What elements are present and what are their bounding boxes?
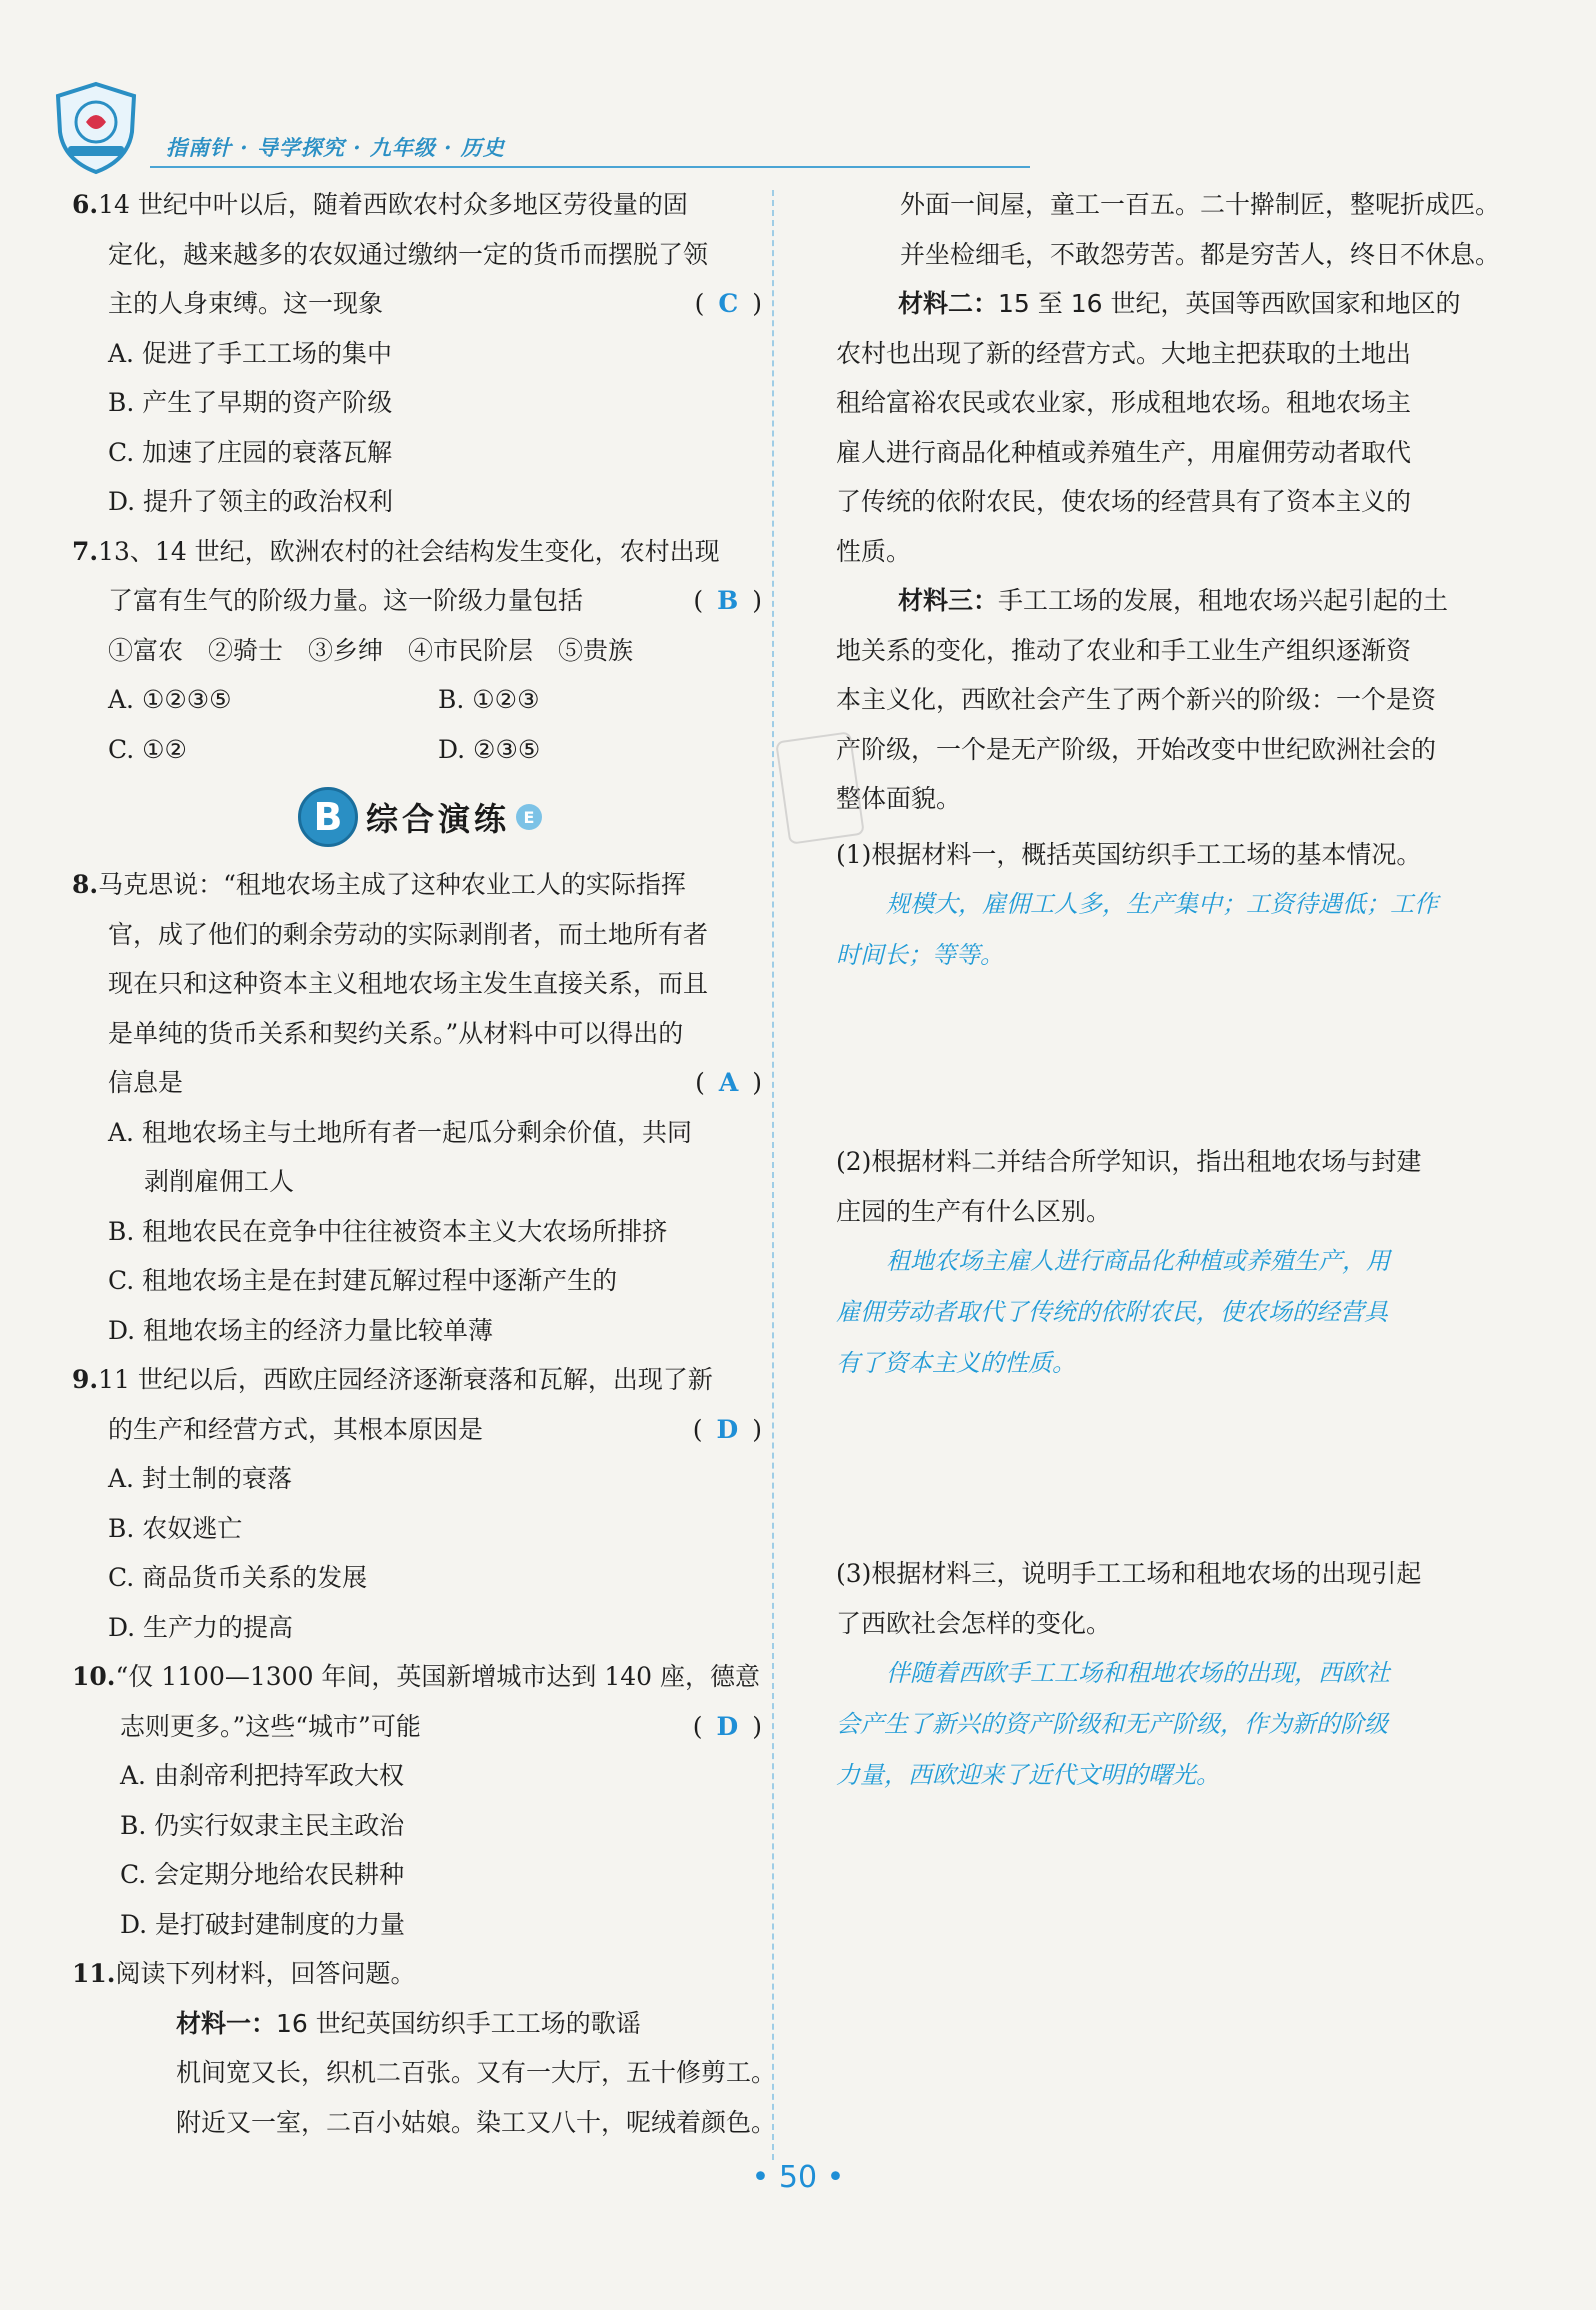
material-text: 外面一间屋，童工一百五。二十擀制匠，整呢折成匹。 [900, 190, 1501, 219]
question-number: 10. [72, 1662, 116, 1691]
material-text: 农村也出现了新的经营方式。大地主把获取的土地出 [836, 338, 1412, 368]
material-label: 材料一： [176, 2008, 277, 2038]
sub-question-2: 庄园的生产有什么区别。 [836, 1196, 1112, 1226]
material-label: 材料三： [898, 586, 999, 615]
material-text: 整体面貌。 [836, 784, 962, 813]
question-text: 马克思说：“租地农场主成了这种农业工人的实际指挥 [98, 870, 686, 899]
handwritten-answer-2: 租地农场主雇人进行商品化种植或养殖生产，用 [886, 1247, 1390, 1275]
option: B. 产生了早期的资产阶级 [108, 388, 393, 417]
question-text: 11 世纪以后，西欧庄园经济逐渐衰落和瓦解，出现了新 [98, 1365, 713, 1394]
option: C. 租地农场主是在封建瓦解过程中逐渐产生的 [108, 1266, 618, 1295]
question-11 [72, 1949, 777, 2147]
option: D. 提升了领主的政治权利 [108, 487, 394, 516]
question-number: 9. [72, 1365, 99, 1394]
section-title: 综合演练 [366, 800, 511, 838]
material-text: 并坐检细毛，不敢怨劳苦。都是穷苦人，终日不休息。 [900, 239, 1501, 269]
sub-question-1: (1)根据材料一，概括英国纺织手工工场的基本情况。 [836, 839, 1422, 869]
question-text: 定化，越来越多的农奴通过缴纳一定的货币而摆脱了领 [108, 239, 709, 269]
option: A. ①②③⑤ [108, 685, 232, 714]
option: C. ①② [108, 734, 187, 764]
answer-blank-space [836, 1389, 1482, 1549]
question-7 [72, 527, 762, 775]
material-text: 附近又一室，二百小姑娘。染工又八十，呢绒着颜色。 [176, 2107, 777, 2137]
option: D. 生产力的提高 [108, 1612, 294, 1642]
answer-letter: D [716, 1711, 739, 1741]
left-column [72, 180, 777, 2147]
faint-stamp-mark [775, 731, 865, 845]
handwritten-answer-2: 有了资本主义的性质。 [836, 1349, 1076, 1377]
page-number-value: 50 [778, 2160, 818, 2195]
option: A. 租地农场主与土地所有者一起瓜分剩余价值，共同 [108, 1117, 692, 1147]
material-label: 材料二： [898, 289, 999, 318]
material-text: 了传统的依附农民，使农场的经营具有了资本主义的 [836, 487, 1412, 516]
answer-bracket: ( B ) [693, 586, 762, 615]
material-text: 手工工场的发展，租地农场兴起引起的土 [998, 586, 1449, 615]
option-continuation: 剥削雇佣工人 [144, 1167, 295, 1196]
section-banner [72, 782, 762, 854]
handwritten-answer-3: 伴随着西欧手工工场和租地农场的出现，西欧社 [886, 1659, 1390, 1687]
question-text: 主的人身束缚。这一现象 [108, 289, 384, 318]
handwritten-answer-3: 会产生了新兴的资产阶级和无产阶级，作为新的阶级 [836, 1710, 1388, 1738]
material-text: 产阶级，一个是无产阶级，开始改变中世纪欧洲社会的 [836, 734, 1437, 764]
answer-bracket: ( D ) [692, 1414, 762, 1444]
header-rule [150, 166, 1030, 168]
handwritten-answer-3: 力量，西欧迎来了近代文明的曙光。 [836, 1761, 1220, 1789]
question-text: “仅 1100—1300 年间，英国新增城市达到 140 座，德意 [115, 1662, 761, 1691]
sub-question-2: (2)根据材料二并结合所学知识，指出租地农场与封建 [836, 1147, 1422, 1176]
option: A. 促进了手工工场的集中 [108, 338, 392, 368]
question-number: 8. [72, 870, 99, 899]
question-10 [72, 1652, 762, 1949]
answer-letter: D [716, 1414, 739, 1444]
option: D. ②③⑤ [438, 734, 541, 764]
sub-question-3: 了西欧社会怎样的变化。 [836, 1608, 1112, 1638]
material-text: 机间宽又长，织机二百张。又有一大厅，五十修剪工。 [176, 2058, 777, 2087]
option: D. 是打破封建制度的力量 [120, 1909, 406, 1939]
option: C. 加速了庄园的衰落瓦解 [108, 437, 393, 467]
choice-items: ①富农 ②骑士 ③乡绅 ④市民阶层 ⑤贵族 [108, 635, 634, 665]
question-9 [72, 1355, 762, 1652]
question-text: 的生产和经营方式，其根本原因是 [108, 1414, 484, 1444]
answer-letter: C [718, 289, 739, 318]
question-text: 官，成了他们的剩余劳动的实际剥削者，而土地所有者 [108, 919, 709, 949]
question-8 [72, 860, 762, 1355]
section-letter-badge: B [298, 787, 358, 847]
handwritten-answer-2: 雇佣劳动者取代了传统的依附农民，使农场的经营具 [836, 1298, 1388, 1326]
question-text: 了富有生气的阶级力量。这一阶级力量包括 [108, 586, 584, 615]
option: B. 租地农民在竞争中往往被资本主义大农场所排挤 [108, 1216, 668, 1246]
handwritten-answer-1: 时间长；等等。 [836, 941, 1004, 969]
option: D. 租地农场主的经济力量比较单薄 [108, 1315, 494, 1345]
column-divider [772, 190, 774, 2160]
question-number: 11. [72, 1959, 116, 1988]
answer-letter: B [717, 586, 739, 615]
page-header [50, 70, 1550, 170]
material-text: 性质。 [836, 536, 912, 566]
option: A. 由刹帝利把持军政大权 [120, 1761, 404, 1790]
question-text: 志则更多。”这些“城市”可能 [120, 1711, 421, 1741]
question-number: 7. [72, 536, 99, 566]
answer-bracket: ( A ) [695, 1068, 762, 1097]
answer-bracket: ( C ) [694, 289, 762, 318]
question-text: 信息是 [108, 1068, 184, 1097]
question-text: 现在只和这种资本主义租地农场主发生直接关系，而且 [108, 969, 709, 998]
right-column [836, 180, 1501, 1801]
answer-blank-space [836, 981, 1482, 1137]
answer-letter: A [718, 1068, 739, 1097]
handwritten-answer-1: 规模大，雇佣工人多，生产集中；工资待遇低；工作 [886, 890, 1438, 918]
material-text: 地关系的变化，推动了农业和手工业生产组织逐渐资 [836, 635, 1412, 665]
option: B. 仍实行奴隶主民主政治 [120, 1810, 405, 1840]
question-text: 阅读下列材料，回答问题。 [115, 1959, 416, 1988]
question-number: 6. [72, 190, 99, 219]
material-text: 16 世纪英国纺织手工工场的歌谣 [276, 2008, 641, 2038]
material-text: 雇人进行商品化种植或养殖生产，用雇佣劳动者取代 [836, 437, 1412, 467]
page-number: • 50 • [751, 2160, 845, 2195]
material-text: 租给富裕农民或农业家，形成租地农场。租地农场主 [836, 388, 1412, 417]
question-6 [72, 180, 762, 527]
option: C. 会定期分地给农民耕种 [120, 1860, 405, 1889]
header-title: 指南针 · 导学探究 · 九年级 · 历史 [166, 135, 505, 160]
question-text: 是单纯的货币关系和契约关系。”从材料中可以得出的 [108, 1018, 684, 1048]
material-text: 本主义化，西欧社会产生了两个新兴的阶级：一个是资 [836, 685, 1437, 714]
question-text: 13、14 世纪，欧洲农村的社会结构发生变化，农村出现 [98, 536, 720, 566]
question-text: 14 世纪中叶以后，随着西欧农村众多地区劳役量的固 [98, 190, 688, 219]
answer-bracket: ( D ) [692, 1711, 762, 1741]
material-text: 15 至 16 世纪，英国等西欧国家和地区的 [998, 289, 1461, 318]
option: B. 农奴逃亡 [108, 1513, 243, 1543]
sub-question-3: (3)根据材料三，说明手工工场和租地农场的出现引起 [836, 1559, 1422, 1588]
option: C. 商品货币关系的发展 [108, 1563, 368, 1592]
section-tail-badge: E [516, 804, 542, 830]
school-shield-logo-icon [50, 80, 142, 176]
option: A. 封土制的衰落 [108, 1464, 292, 1493]
option: B. ①②③ [438, 685, 540, 714]
